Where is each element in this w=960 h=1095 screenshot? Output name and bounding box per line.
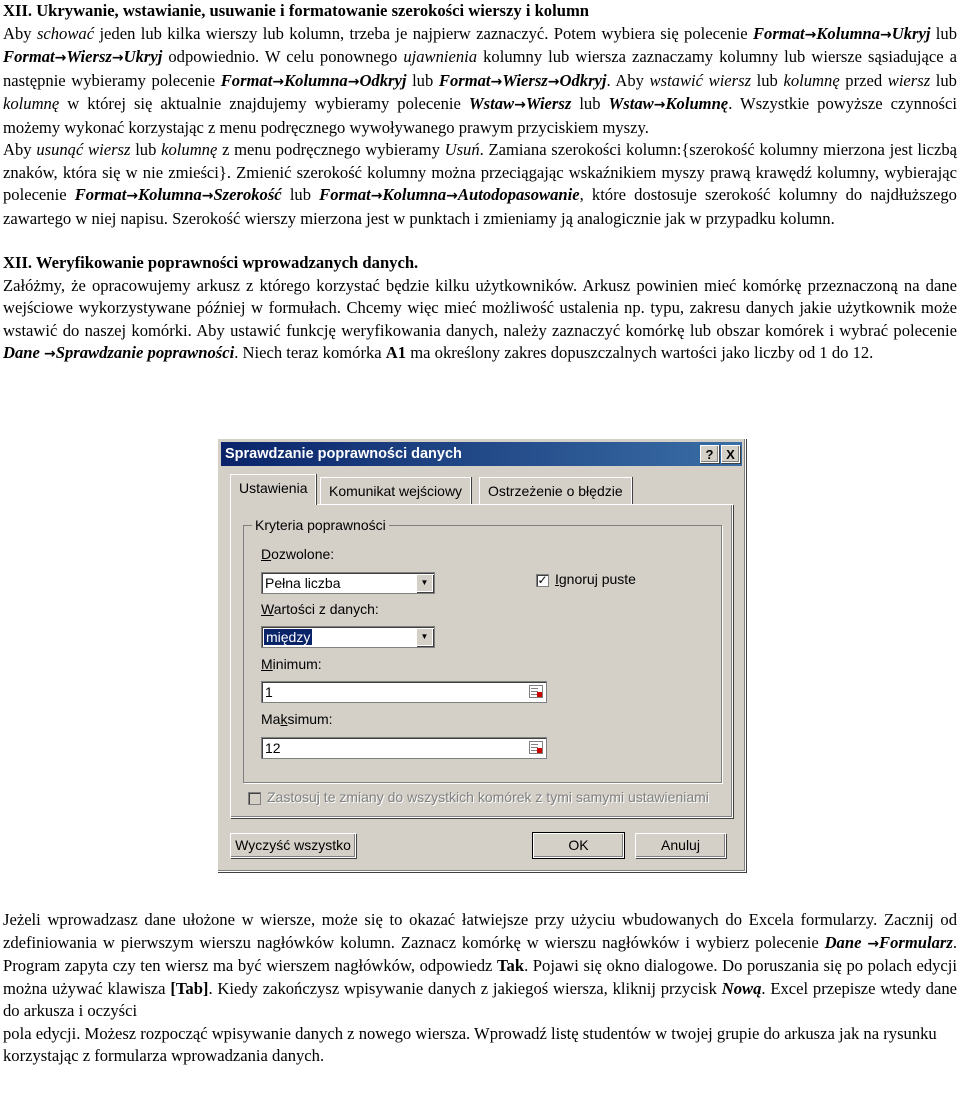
document-body xyxy=(3,0,957,366)
text-run: Dane xyxy=(3,343,45,362)
text-run: Wstaw xyxy=(608,94,654,113)
text-run: kolumnę xyxy=(783,70,840,90)
arrow-right-icon: → xyxy=(880,26,892,43)
arrow-right-icon: → xyxy=(201,188,214,204)
text-run: A1 xyxy=(385,343,407,362)
text-run: kolumnę xyxy=(161,140,218,159)
text-run: ma określony zakres dopuszczalnych wartości jako liczby od 1 do 12. xyxy=(406,343,874,362)
text-run: . Program zapyta czy ten wiersz ma być wierszem nagłówków, odpowiedz xyxy=(3,932,957,975)
text-run: Wiersz xyxy=(502,70,548,90)
arrow-right-icon: → xyxy=(44,346,56,362)
apply-all-label: Zastosuj te zmiany do wszystkich komórek z tymi samymi ustawieniami xyxy=(267,789,709,805)
text-run: lub xyxy=(571,94,609,113)
text-run: . Pojawi się okno dialogowe. Do poruszania się po polach edycji można używać klawisza xyxy=(3,956,957,998)
arrow-right-icon: → xyxy=(446,188,458,204)
text-run: Format xyxy=(3,47,55,66)
text-run: . Zamiana szerokości kolumn:{szerokość kolumny mierzona jest liczbą znaków, która się w nie zmieści}. Zmienić szerokość kolumny można przeciągając wskaźnikiem myszy prawą krawędź kolumny, wybierając polecenie xyxy=(3,140,958,204)
arrow-right-icon: → xyxy=(111,50,124,66)
apply-all-checkbox[interactable] xyxy=(248,792,261,805)
close-button[interactable] xyxy=(721,445,740,463)
text-run: odpowiednio. W celu ponownego xyxy=(162,47,404,66)
text-run: Kolumna xyxy=(284,70,348,90)
text-run: lub xyxy=(281,185,320,204)
text-run: . Excel przepisze wtedy dane do arkusza i oczyści xyxy=(3,978,957,1020)
range-picker-icon[interactable] xyxy=(529,685,543,698)
minimum-value: 1 xyxy=(265,684,273,700)
arrow-right-icon: → xyxy=(272,73,285,90)
close-icon: X xyxy=(726,447,735,462)
text-run: lub xyxy=(751,70,784,90)
dialog-title: Sprawdzanie poprawności danych xyxy=(225,446,462,462)
text-run: z menu podręcznego wybieramy xyxy=(217,140,445,159)
text-run: . Niech teraz komórka xyxy=(234,343,386,362)
allow-select[interactable] xyxy=(261,572,435,594)
text-run: Kolumnę xyxy=(665,94,729,113)
arrow-right-icon: → xyxy=(867,935,880,952)
paragraph-forms-end xyxy=(3,1023,957,1068)
data-select-value: między xyxy=(266,629,311,645)
text-run: . Aby xyxy=(606,70,650,90)
maximum-input[interactable] xyxy=(261,737,547,759)
text-run: Format xyxy=(220,70,273,90)
text-run: jeden lub kilka wierszy lub kolumn, trzeba je najpierw zaznaczyć. Potem wybiera się polecenie xyxy=(94,23,753,43)
text-run: [Tab] xyxy=(170,978,209,998)
paragraph-validation xyxy=(3,275,957,366)
document-body-lower xyxy=(3,909,957,1068)
text-run: Szerokość xyxy=(213,185,282,204)
text-run: przed xyxy=(839,70,888,90)
arrow-right-icon: → xyxy=(653,97,666,113)
arrow-right-icon: → xyxy=(490,73,503,90)
clear-all-button[interactable]: Wyczyść wszystko xyxy=(230,833,356,858)
text-run: Format xyxy=(752,23,805,43)
maximum-value: 12 xyxy=(265,740,281,756)
minimum-label: Minimum: xyxy=(261,656,322,672)
text-run: Ukryj xyxy=(891,23,931,43)
dialog-titlebar xyxy=(221,442,742,466)
text-run: . Wszystkie powyższe czynności możemy wykonać korzystając z menu podręcznego wywoływanego prawym przyciskiem myszy. xyxy=(3,94,957,137)
arrow-right-icon: → xyxy=(370,188,383,204)
cancel-button[interactable]: Anuluj xyxy=(635,833,726,858)
tab-settings[interactable]: Ustawienia xyxy=(230,474,316,505)
validation-criteria-group xyxy=(243,517,722,783)
maximum-label: Maksimum: xyxy=(261,711,333,727)
text-run: Jeżeli wprowadzasz dane ułożone w wierszе, może się to okazać łatwiejsze przy użyciu wbudowanych do Excela formularzy. Zacznij od zdefiniowania w pierwszym wierszu nagłówków kolumn. Zaznacz komórkę w wierszu nagłówków i wybierz polecenie xyxy=(3,910,957,952)
help-button[interactable] xyxy=(700,445,719,463)
validation-dialog xyxy=(217,438,746,872)
text-run: wstawić wiersz xyxy=(649,70,752,90)
arrow-right-icon: → xyxy=(804,26,817,43)
text-run: Wiersz xyxy=(525,94,572,113)
arrow-right-icon: → xyxy=(547,73,560,90)
text-run: usunąć wiersz xyxy=(36,140,131,159)
text-run: lub xyxy=(930,23,958,43)
text-run: Odkryj xyxy=(559,70,607,90)
text-run: Autodopasowanie xyxy=(457,185,580,204)
text-run: Odkryj xyxy=(359,70,407,90)
text-run: Formularz xyxy=(879,932,953,952)
tab-panel-settings xyxy=(230,504,733,818)
minimum-input[interactable] xyxy=(261,681,547,703)
allow-label: Dozwolone: xyxy=(261,546,335,562)
section-heading-validation: XII. Weryfikowanie poprawności wprowadzanych danych. xyxy=(3,253,419,272)
arrow-right-icon: → xyxy=(347,73,360,90)
text-run: Wiersz xyxy=(66,47,112,66)
text-run: Format xyxy=(74,185,127,204)
tab-error-alert[interactable]: Ostrzeżenie o błędzie xyxy=(479,477,632,504)
data-label: Wartości z danych: xyxy=(261,601,379,617)
text-run: w której się aktualnie znajdujemy wybieramy polecenie xyxy=(59,94,469,113)
text-run: Aby xyxy=(3,23,37,43)
text-run: Usuń xyxy=(444,140,480,159)
ok-button[interactable]: OK xyxy=(533,833,624,858)
arrow-right-icon: → xyxy=(126,188,139,204)
text-run: Wstaw xyxy=(468,94,515,113)
text-run: kolumny lub wiersza zaznaczamy kolumny lub wiersze sąsiadujące a następnie wybieramy polecenie xyxy=(3,47,957,90)
text-run: Ukryj xyxy=(123,47,163,66)
arrow-right-icon: → xyxy=(514,97,526,113)
chevron-down-icon[interactable]: ▼ xyxy=(416,574,433,592)
text-run: lub xyxy=(930,70,957,90)
text-run: pola edycji. Możesz rozpocząć wpisywanie danych z nowego wiersza. Wprowadź listę studentów w twojej grupie do arkusza jak na rysunku korzystając z formularza wprowadzania danych. xyxy=(3,1023,937,1065)
tab-input-message[interactable]: Komunikat wejściowy xyxy=(320,477,471,504)
text-run: , które dostosuje szerokość kolumny do najdłuższego zawartego w niej napisu. Szerokość wierszy mierzona jest w punktach i zmieniamy ją analogicznie jak w przypadku kolumn. xyxy=(3,185,957,228)
section-heading-hide-insert: XII. Ukrywanie, wstawianie, usuwanie i formatowanie szerokości wierszy i kolumn xyxy=(3,1,589,20)
allow-select-value: Pełna liczba xyxy=(265,575,341,591)
ignore-blank-label: Ignoruj puste xyxy=(555,571,636,587)
check-icon: ✓ xyxy=(537,573,548,587)
group-title: Kryteria poprawności xyxy=(252,517,389,533)
help-icon: ? xyxy=(705,447,714,462)
text-run: Sprawdzanie poprawności xyxy=(55,343,235,362)
text-run: Kolumna xyxy=(138,185,202,204)
text-run: lub xyxy=(130,140,162,159)
text-run: wiersz xyxy=(887,70,931,90)
paragraph-hide-columns xyxy=(3,23,957,140)
text-run: ujawnienia xyxy=(403,47,478,66)
text-run: Format xyxy=(438,70,491,90)
text-run: Kolumna xyxy=(382,185,447,204)
text-run: schować xyxy=(36,23,95,43)
text-run: Aby xyxy=(3,140,37,159)
data-select[interactable] xyxy=(261,626,435,648)
text-run: . Kiedy zakończysz wpisywanie danych z jakiegoś wiersza, kliknij przycisk xyxy=(208,978,722,998)
arrow-right-icon: → xyxy=(54,50,67,66)
range-picker-icon[interactable] xyxy=(529,741,543,754)
ignore-blank-checkbox[interactable] xyxy=(536,574,549,587)
chevron-down-icon[interactable]: ▼ xyxy=(416,628,433,646)
text-run: kolumnę xyxy=(3,94,60,113)
paragraph-delete-width xyxy=(3,139,957,230)
text-run: Format xyxy=(319,185,371,204)
text-run: Kolumna xyxy=(816,23,880,43)
paragraph-forms xyxy=(3,909,957,1023)
text-run: Załóżmy, że opracowujemy arkusz z którego korzystać będzie kilku użytkowników. Arkusz powinien mieć komórkę przeznaczoną na dane wejściowe wykorzystywane później w formułach. Chcemy więc mieć możliwość ustalenia np. typu, zakresu danych jakie użytkownik może wstawić do naszej komórki. Aby ustawić funkcję weryfikowania danych, należy zaznaczyć komórkę lub obszar komórek i wybrać polecenie xyxy=(3,275,957,340)
text-run: Tak xyxy=(497,956,525,975)
text-run: Dane xyxy=(824,932,868,952)
text-run: lub xyxy=(406,70,439,90)
text-run: Nową xyxy=(721,978,762,998)
